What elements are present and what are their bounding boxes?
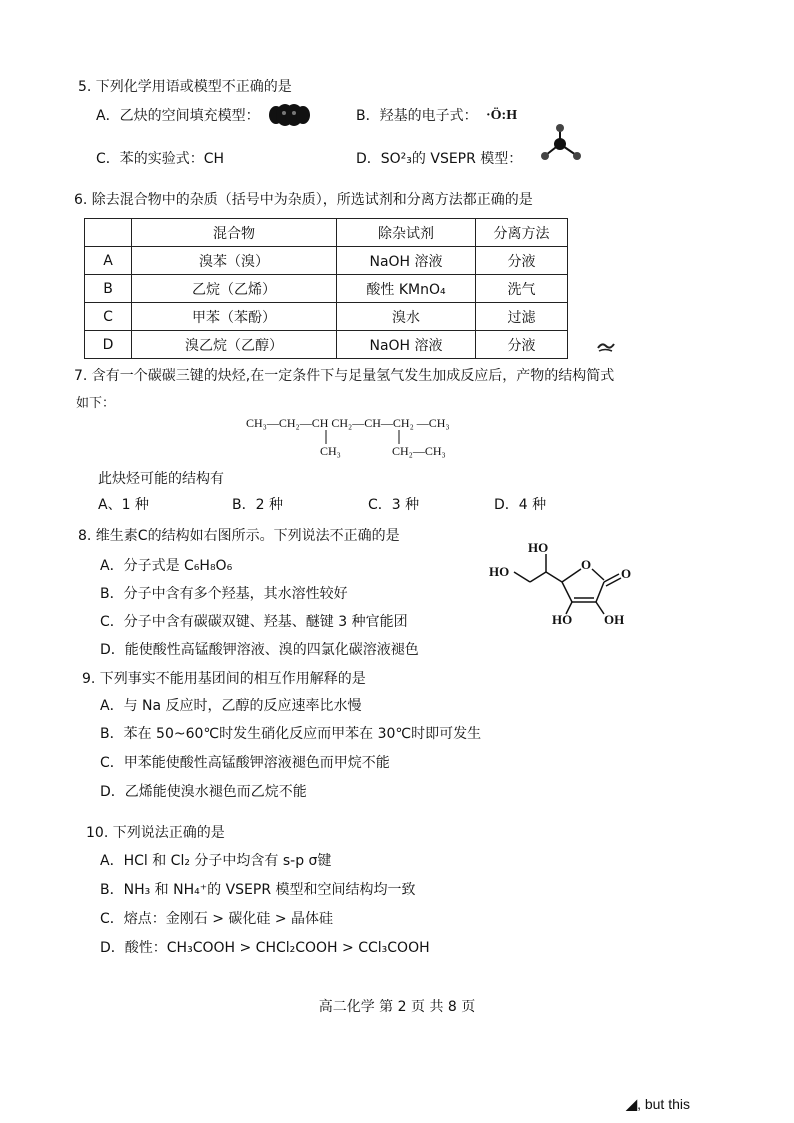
q8-stem: 8. 维生素C的结构如右图所示。下列说法不正确的是 xyxy=(78,528,400,544)
q8-option-c: C．分子中含有碳碳双键、羟基、醚键 3 种官能团 xyxy=(100,614,408,630)
q9-stem: 9. 下列事实不能用基团间的相互作用解释的是 xyxy=(82,671,366,687)
q8-option-d: D．能使酸性高锰酸钾溶液、溴的四氯化碳溶液褪色 xyxy=(100,642,419,658)
table-cell: 溴水 xyxy=(337,303,476,331)
corner-mark-icon: ◢ xyxy=(626,1096,638,1112)
vitc-oh-bottom-label: OH xyxy=(604,612,625,627)
hydroxyl-electron-formula: ·Ö:H xyxy=(486,108,518,123)
q10-option-b: B．NH₃ 和 NH₄⁺的 VSEPR 模型和空间结构均一致 xyxy=(100,882,416,898)
vitc-carbonyl-oxygen-label: O xyxy=(621,566,632,581)
q7-option-b: B．2 种 xyxy=(232,497,283,513)
table-cell: A xyxy=(85,247,132,275)
scan-smudge-mark xyxy=(596,340,616,354)
q8-option-a: A．分子式是 C₆H₈O₆ xyxy=(100,558,233,574)
vitc-ring-oxygen-label: O xyxy=(581,557,592,572)
q5-option-d: D．SO²₃的 VSEPR 模型： xyxy=(356,151,523,167)
q7-prompt: 此炔烃可能的结构有 xyxy=(98,471,224,487)
table-cell: NaOH 溶液 xyxy=(337,247,476,275)
vitc-ho-top-label: HO xyxy=(528,540,549,555)
table-header-row xyxy=(85,219,568,247)
q9-option-c: C．甲苯能使酸性高锰酸钾溶液褪色而甲烷不能 xyxy=(100,755,390,771)
table-cell: NaOH 溶液 xyxy=(337,331,476,359)
vitc-ho-bottom-label: HO xyxy=(552,612,573,627)
page-footer: 高二化学 第 2 页 共 8 页 xyxy=(318,999,476,1015)
table-cell: 甲苯（苯酚） xyxy=(132,303,337,331)
table-row xyxy=(85,247,568,275)
table-cell: 分液 xyxy=(476,247,568,275)
so3-vsepr-model xyxy=(536,122,586,168)
q5-option-b: B．羟基的电子式： xyxy=(356,108,478,124)
q5-option-c: C．苯的实验式：CH xyxy=(96,151,225,167)
corner-watermark xyxy=(626,1096,690,1113)
q10-option-a: A．HCl 和 Cl₂ 分子中均含有 s-p σ键 xyxy=(100,853,332,869)
table-cell: 溴乙烷（乙醇） xyxy=(132,331,337,359)
table-header: 分离方法 xyxy=(476,219,568,247)
table-header: 混合物 xyxy=(132,219,337,247)
table-cell: 洗气 xyxy=(476,275,568,303)
acetylene-space-filling-model xyxy=(266,100,312,130)
q9-option-d: D．乙烯能使溴水褪色而乙烷不能 xyxy=(100,784,307,800)
table-cell: 过滤 xyxy=(476,303,568,331)
q8-option-b: B．分子中含有多个羟基，其水溶性较好 xyxy=(100,586,348,602)
q10-option-d: D．酸性：CH₃COOH > CHCl₂COOH > CCl₃COOH xyxy=(100,940,430,956)
q7-branch-ch3: CH₃ xyxy=(320,444,341,458)
table-row xyxy=(85,303,568,331)
q6-table xyxy=(84,218,568,359)
table-cell: B xyxy=(85,275,132,303)
q7-option-d: D．4 种 xyxy=(494,497,547,513)
table-row xyxy=(85,331,568,359)
vitc-ho-left-label: HO xyxy=(489,564,510,579)
corner-text: , but this xyxy=(637,1096,690,1112)
q7-structural-formula: CH₃—CH₂—CH CH₂—CH—CH₂ —CH₃ xyxy=(246,416,450,430)
q7-stem: 7. 含有一个碳碳三键的炔烃,在一定条件下与足量氢气发生加成反应后，产物的结构简式 xyxy=(74,368,615,384)
q10-stem: 10. 下列说法正确的是 xyxy=(86,825,225,841)
q9-option-b: B．苯在 50~60℃时发生硝化反应而甲苯在 30℃时即可发生 xyxy=(100,726,482,742)
table-cell: D xyxy=(85,331,132,359)
table-cell: 酸性 KMnO₄ xyxy=(337,275,476,303)
table-cell: 乙烷（乙烯） xyxy=(132,275,337,303)
table-header xyxy=(85,219,132,247)
table-cell: 分液 xyxy=(476,331,568,359)
q5-stem: 5. 下列化学用语或模型不正确的是 xyxy=(78,79,292,95)
table-cell: C xyxy=(85,303,132,331)
table-cell: 溴苯（溴） xyxy=(132,247,337,275)
q10-option-c: C．熔点：金刚石 > 碳化硅 > 晶体硅 xyxy=(100,911,334,927)
q7-stem-continued: 如下： xyxy=(76,396,116,411)
q9-option-a: A．与 Na 反应时，乙醇的反应速率比水慢 xyxy=(100,698,362,714)
table-row xyxy=(85,275,568,303)
q7-option-c: C．3 种 xyxy=(368,497,420,513)
q5-option-a: A．乙炔的空间填充模型： xyxy=(96,108,260,124)
q7-branch-ethyl: CH₂—CH₃ xyxy=(392,444,446,458)
table-header: 除杂试剂 xyxy=(337,219,476,247)
q6-stem: 6. 除去混合物中的杂质（括号中为杂质），所选试剂和分离方法都正确的是 xyxy=(74,192,533,208)
q7-option-a: A、1 种 xyxy=(98,497,149,513)
